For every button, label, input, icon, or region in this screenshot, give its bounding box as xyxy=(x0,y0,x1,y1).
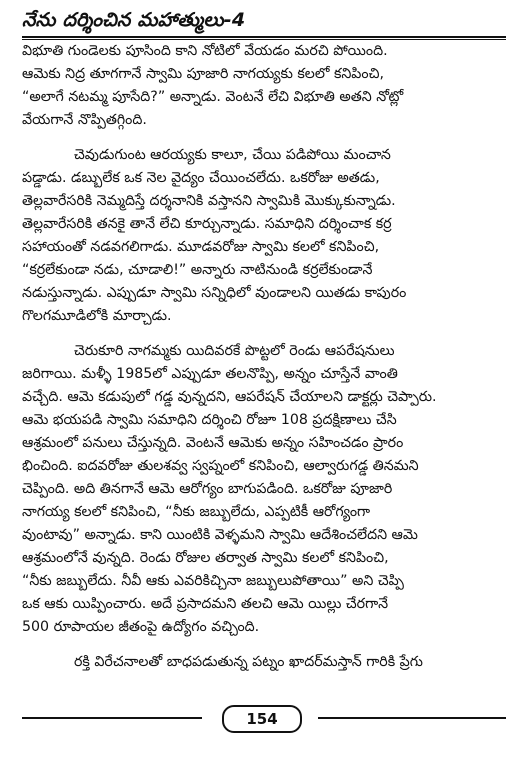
text-line: వచ్చేది. ఆమె కడుపులో గడ్డ వున్నదని, ఆపరేషన్ చేయాలని డాక్టర్లు చెప్పారు. xyxy=(22,389,437,405)
text-line: రక్తి విరేచనాలతో బాధపడుతున్న పట్నం ఖాదర్‌మస్తాన్ గారికి ప్రేగు xyxy=(74,654,423,670)
paragraph-gap xyxy=(22,328,506,340)
text-line: తెల్లవారేసరికి నెమ్మదిస్తే దర్శనానికి వస్తానని స్వామికి మొక్కుకున్నాడు. xyxy=(22,193,396,209)
text-line: సహాయంతో నడవగలిగాడు. మూడవరోజు స్వామి కలలో కనిపించి, xyxy=(22,239,380,255)
paragraph-2 xyxy=(22,144,506,328)
footer-rule-left xyxy=(22,717,202,719)
text-line: ఒక ఆకు యిప్పించారు. అదే ప్రసాదమని తలచి ఆమె యిల్లు చేరగానే xyxy=(22,596,389,612)
text-line: చెరుకూరి నాగమ్మకు యిదివరకే పొట్టలో రెండు ఆపరేషనులు xyxy=(74,343,395,359)
text-line: “అలాగే నటమ్మ పూసేది?” అన్నాడు. వెంటనే లేచి విభూతి అతని నోట్లో xyxy=(22,89,404,105)
paragraph-3 xyxy=(22,340,506,639)
text-line: గొలగమూడిలోకి మార్చాడు. xyxy=(22,308,172,324)
paragraph-gap xyxy=(22,132,506,144)
text-line: చెవుడుగుంట ఆరయ్యకు కాలూ, చేయి పడిపోయి మంచాన xyxy=(74,147,391,163)
text-line: 500 రూపాయల జీతంపై ఉద్యోగం వచ్చింది. xyxy=(22,619,260,635)
running-header: నేను దర్శించిన మహాత్ములు-4 xyxy=(22,9,246,31)
text-line: భించింది. ఐదవరోజు తులశవ్వ స్వప్నంలో కనిపించి, ఆల్వారుగడ్డ తినమని xyxy=(22,458,419,474)
page-footer xyxy=(0,703,520,733)
page-body xyxy=(22,40,506,674)
text-line: తెల్లవారేసరికి తనకై తానే లేచి కూర్చున్నాడు. సమాధిని దర్శించాక కర్ర xyxy=(22,216,392,232)
text-line: “నీకు జబ్బులేదు. నీవీ ఆకు ఎవరికిచ్చినా జబ్బులుపోతాయి” అని చెప్పి xyxy=(22,573,404,589)
footer-rule-right xyxy=(318,717,506,719)
text-line: “కర్రలేకుండా నడు, చూడాలి!” అన్నారు నాటినుండి కర్రలేకుండానే xyxy=(22,262,373,278)
text-line: నాగయ్య కలలో కనిపించి, “నీకు జబ్బులేదు, ఎప్పటికీ ఆరోగ్యంగా xyxy=(22,504,371,520)
text-line: వుంటావు” అన్నాడు. కాని యింటికి వెళ్ళమని స్వామి ఆదేశించలేదని ఆమె xyxy=(22,527,418,543)
paragraph-gap xyxy=(22,639,506,651)
text-line: ఆమె భయపడి స్వామి సమాధిని దర్శించి రోజూ 108 ప్రదక్షిణాలు చేసి xyxy=(22,412,397,428)
text-line: వేయగానే నొప్పితగ్గింది. xyxy=(22,112,147,128)
text-line: నడుస్తున్నాడు. ఎప్పుడూ స్వామి సన్నిధిలో వుండాలని యితడు కాపురం xyxy=(22,285,407,301)
text-line: జరిగాయి. మళ్ళీ 1985లో ఎప్పుడూ తలనొప్పి, అన్నం చూస్తేనే వాంతి xyxy=(22,366,398,382)
paragraph-1 xyxy=(22,40,506,132)
text-line: పడ్డాడు. డబ్బులేక ఒక నెల వైద్యం చేయించలేదు. ఒకరోజు అతడు, xyxy=(22,170,380,186)
page-number: 154 xyxy=(222,705,302,733)
text-line: ఆశ్రమంలోనే వున్నది. రెండు రోజుల తర్వాత స్వామి కలలో కనిపించి, xyxy=(22,550,389,566)
text-line: చెప్పింది. అది తినగానే ఆమె ఆరోగ్యం బాగుపడింది. ఒకరోజు పూజారి xyxy=(22,481,393,497)
text-line: ఆమెకు నిద్ర తూగగానే స్వామి పూజారి నాగయ్యకు కలలో కనిపించి, xyxy=(22,66,384,82)
text-line: ఆశ్రమంలో పనులు చేస్తున్నది. వెంటనే ఆమెకు అన్నం సహించడం ప్రారం xyxy=(22,435,404,451)
paragraph-4 xyxy=(22,651,506,674)
text-line: విభూతి గుండెలకు పూసింది కాని నోటిలో వేయడం మరచి పోయింది. xyxy=(22,43,388,59)
